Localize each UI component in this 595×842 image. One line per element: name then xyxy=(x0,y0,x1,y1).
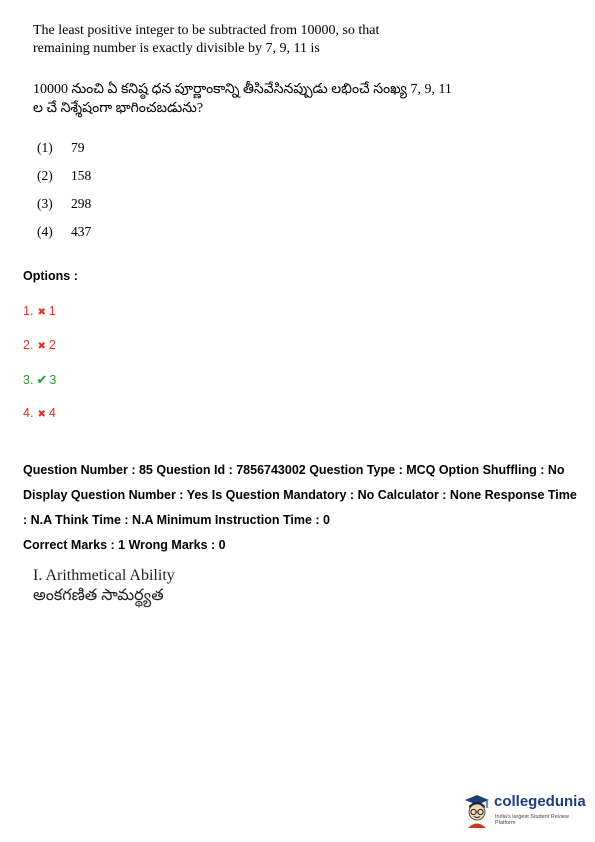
student-mascot-icon xyxy=(462,792,492,828)
option-index: 4. xyxy=(23,406,34,420)
option-value: 1 xyxy=(48,304,56,318)
option-value: 3 xyxy=(49,373,57,387)
choice-number: (2) xyxy=(37,168,53,183)
option-value: 4 xyxy=(48,406,56,420)
cross-icon: ✖ xyxy=(37,409,46,420)
choice-number: (1) xyxy=(37,140,53,155)
option-index: 2. xyxy=(23,338,34,352)
section-title-english: I. Arithmetical Ability xyxy=(33,567,175,584)
choice-1 xyxy=(37,140,85,156)
logo-tagline: India's largest Student Review Platform xyxy=(495,814,569,826)
choice-value: 79 xyxy=(71,140,85,155)
cross-icon: ✖ xyxy=(37,307,46,318)
section-heading xyxy=(33,566,175,606)
choice-value: 158 xyxy=(71,168,92,183)
option-3 xyxy=(23,372,56,388)
cross-icon: ✖ xyxy=(37,341,46,352)
question-metadata: Question Number : 85 Question Id : 7856743002 Question Type : MCQ Option Shuffling : No Display Question Number : Yes Is Question Mandatory : No Calculator : None Response Time : N.A Think Time : N.A Minimum Instruction Time : 0 xyxy=(23,463,577,527)
choice-value: 437 xyxy=(71,224,92,239)
option-index: 3. xyxy=(23,373,34,387)
section-title-telugu: అంకగణిత సామర్థ్యత xyxy=(33,587,164,604)
marks-info: Correct Marks : 1 Wrong Marks : 0 xyxy=(23,538,226,552)
option-4 xyxy=(23,406,56,420)
option-1 xyxy=(23,304,56,318)
check-icon: ✔ xyxy=(36,372,48,387)
choice-3 xyxy=(37,196,91,212)
choice-2 xyxy=(37,168,91,184)
options-title: Options : xyxy=(23,269,78,283)
question-english: The least positive integer to be subtracted from 10000, so that remaining number is exactly divisible by 7, 9, 11 is xyxy=(33,23,380,56)
logo-brand: collegedunia xyxy=(494,793,586,810)
choice-value: 298 xyxy=(71,196,92,211)
option-index: 1. xyxy=(23,304,34,318)
option-2 xyxy=(23,338,56,352)
collegedunia-logo xyxy=(462,790,587,830)
choice-4 xyxy=(37,224,91,240)
choice-number: (4) xyxy=(37,224,53,239)
choice-number: (3) xyxy=(37,196,53,211)
option-value: 2 xyxy=(48,338,56,352)
question-telugu: 10000 నుంచి ఏ కనిష్ఠ ధన పూర్ణాంకాన్ని తీసివేసినప్పుడు లభించే సంఖ్య 7, 9, 11 ల చే నిశ్శేషంగా భాగించబడును? xyxy=(33,82,452,116)
